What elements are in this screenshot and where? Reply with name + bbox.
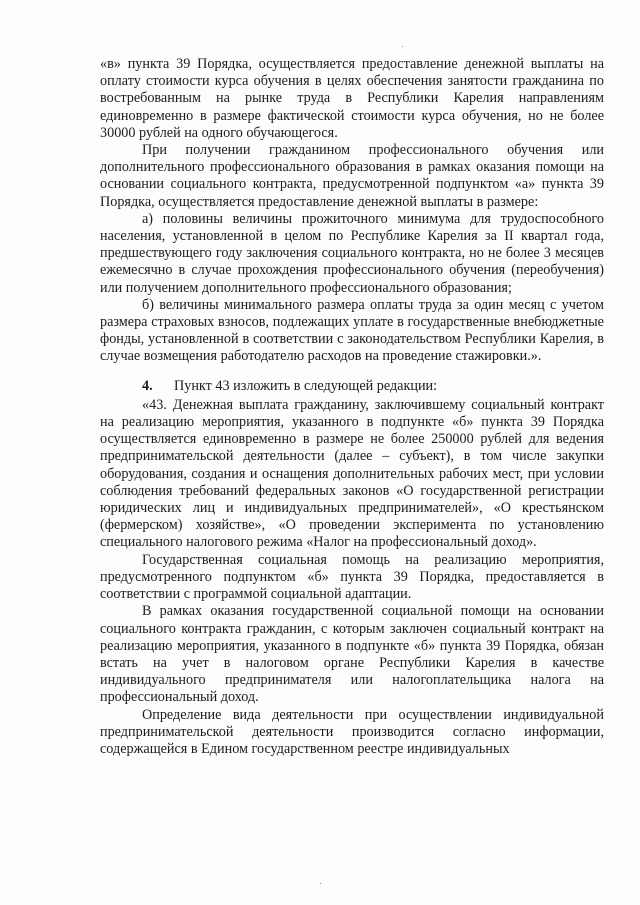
scan-speck xyxy=(320,883,321,884)
section-heading xyxy=(100,378,604,395)
list-item-b: б) величины минимального размера оплаты труда за один месяц с учетом размера страховых взносов, подлежащих уплате в государственные внебюджетные фонды, установленной в соответствии с законодательством Республики Карелия, в случае возмещения работодателю расходов на проведение стажировки.». xyxy=(100,296,604,365)
section-title: Пункт 43 изложить в следующей редакции: xyxy=(174,377,438,394)
paragraph-tax-registration: В рамках оказания государственной социальной помощи на основании социального контракта гражданин, с которым заключен социальный контракт на реализацию мероприятия, указанного в подпункте «б» пункта 39 Порядка, обязан встать на учет в налоговом органе Республики Карелия в качестве индивидуального предпринимателя или налогоплательщика налога на профессиональный доход. xyxy=(100,603,604,706)
paragraph-activity-type: Определение вида деятельности при осуществлении индивидуальной предпринимательской деятельности производится согласно информации, содержащейся в Едином государственном реестре индивидуальных xyxy=(100,706,604,757)
section-number: 4. xyxy=(142,377,153,394)
paragraph-continuation: «в» пункта 39 Порядка, осуществляется предоставление денежной выплаты на оплату стоимости курса обучения в целях обеспечения занятости гражданина по востребованным на рынке труда в Республики Карелия направлениям единовременно в размере фактической стоимости курса обучения, но не более 30000 рублей на одного обучающегося. xyxy=(100,56,604,141)
list-item-a: а) половины величины прожиточного минимума для трудоспособного населения, установленной в целом по Республике Карелия за II квартал года, предшествующего году заключения социального контракта, но не более 3 месяцев ежемесячно в случае прохождения профессионального обучения (переобучения) или получением дополнительного профессионального образования; xyxy=(100,210,604,296)
scan-speck xyxy=(402,46,403,47)
paragraph-point-43: «43. Денежная выплата гражданину, заключившему социальный контракт на реализацию мероприятия, указанного в подпункте «б» пункта 39 Порядка осуществляется единовременно в размере не более 250000 рублей для ведения предпринимательской деятельности (далее – субъект), в том числе закупки оборудования, создания и оснащения дополнительных рабочих мест, при условии соблюдения требований федеральных законов «О государственной регистрации юридических лиц и индивидуальных предпринимателей», «О крестьянском (фермерском) хозяйстве», «О проведении эксперимента по установлению специального налогового режима «Налог на профессиональный доход». xyxy=(100,396,604,551)
paragraph-social-assistance: Государственная социальная помощь на реализацию мероприятия, предусмотренного подпунктом «б» пункта 39 Порядка, предоставляется в соответствии с программой социальной адаптации. xyxy=(100,551,604,603)
paragraph-professional-training: При получении гражданином профессионального обучения или дополнительного профессионального образования в рамках оказания помощи на основании социального контракта, предусмотренной подпунктом «а» пункта 39 Порядка, осуществляется предоставление денежной выплаты в размере: xyxy=(100,142,604,210)
